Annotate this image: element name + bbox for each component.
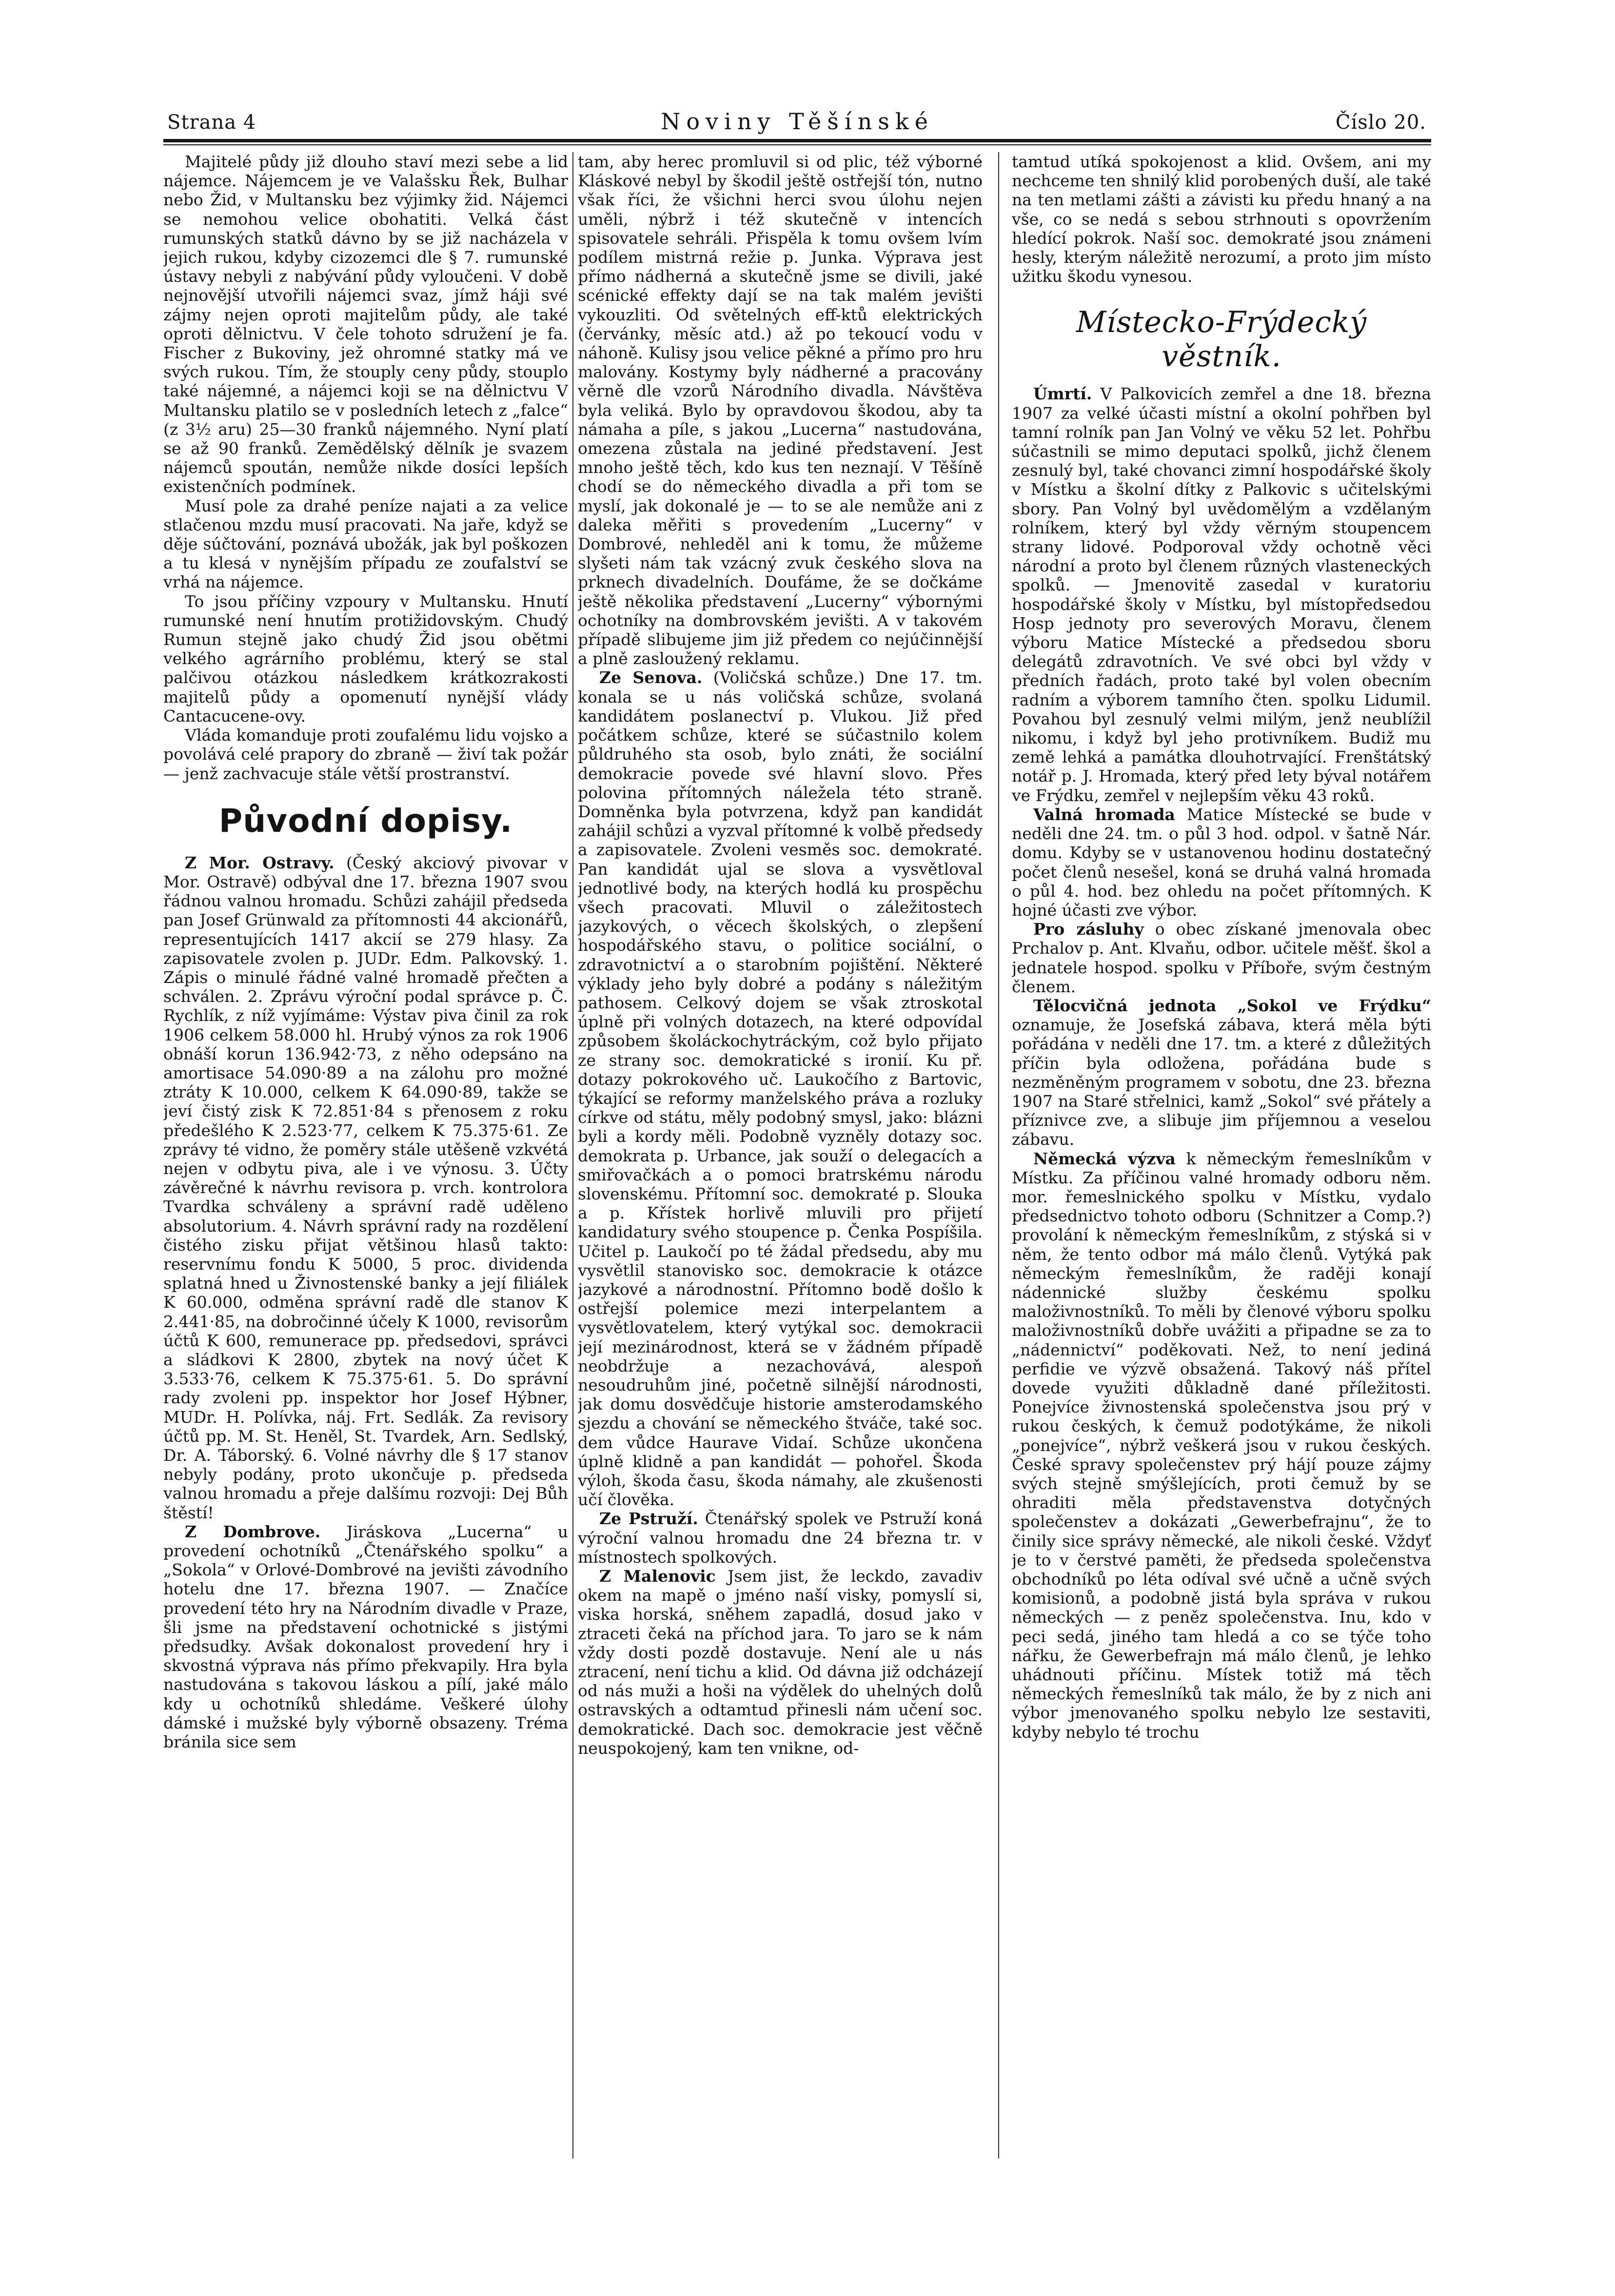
news-item bbox=[163, 853, 568, 1522]
news-item-lead: Valná hromada bbox=[1033, 805, 1175, 824]
page-header bbox=[163, 106, 1431, 138]
news-item bbox=[1012, 996, 1431, 1149]
newspaper-title: Noviny Těšínské bbox=[661, 108, 934, 135]
column-1 bbox=[163, 152, 568, 2161]
news-item-text: oznamuje, že Josefská zábava, která měla býti pořádána v neděli dne 17. tm. a které z důležitých příčin byla odložena, pořádána bude s nezměněným programem v sobotu, dne 23. března 1907 na Staré střelnici, kamž „Sokol“ své přátely a příznivce zve, a slibuje jim příjemnou a veselou zábavu. bbox=[1012, 1015, 1431, 1149]
news-item-text: Jiráskova „Lucerna“ u provedení ochotníků „Čtenářského spolku“ a „Sokola“ v Orlové-Dombrové na jevišti závodního hotelu dne 17. března 1907. — Značíce provedení této hry na Národním divadle v Praze, šli jsme na představení ochotnické s jistými předsudky. Avšak dokonalost provedení hry i skvostná výprava nás přímo překvapily. Hra byla nastudována s takovou láskou a pílí, jaké málo kdy u ochotníků shledáme. Veškeré úlohy dámské i mužské byly výborně obsazeny. Tréma bránila sice sem bbox=[163, 1522, 568, 1752]
column-2 bbox=[578, 152, 983, 2161]
article-paragraph: tamtud utíká spokojenost a klid. Ovšem, ani my nechceme ten shnilý klid porobených duší, ale také na ten metlami zášti a závisti ku předu hnaný a na vše, co se nedá s sebou strhnouti s opovržením hledící pokrok. Naší soc. demokraté jsou známeni hesly, kterým náležitě nerozumí, a proto jim místo užitku škodu vynesou. bbox=[1012, 152, 1431, 286]
header-rule-thin bbox=[163, 144, 1431, 145]
article-paragraph: Vláda komanduje proti zoufalému lidu vojsko a povolává celé prapory do zbraně — živí tak požár — jenž zachvacuje stále větší prostranství. bbox=[163, 726, 568, 783]
news-item bbox=[163, 1522, 568, 1751]
news-item-text: V Palkovicích zemřel a dne 18. března 1907 za velké účasti místní a okolní pohřben byl tamní rolník pan Jan Volný ve věku 52 let. Pohřbu súčastnili se mimo deputaci spolků, jichž členem zesnulý byl, také chovanci zimní hospodářské školy v Místku a školní dítky z Palkovic s učitelskými sbory. Pan Volný byl uvědomělým a vzdělaným rolníkem, který byl vždy věrným stoupencem strany lidové. Podporoval vždy ochotně věci národní a proto byl členem různých vlasteneckých spolků. — Jmenovitě zasedal v kuratoriu hospodářské školy v Místku, byl místopředsedou Hosp jednoty pro severových Moravu, členem výboru Matice Místecké a předsedou sboru delegátů zdravotních. Ve své obci byl vždy v předních řadách, proto také byl volen obecním radním a výborem tamního čten. spolku Lidumil. Povahou byl zesnulý velmi milým, jenž neublížil nikomu, i když byl jeho protivníkem. Budiž mu země lehká a památka dlouhotrvající. Frenštátský notář p. J. Hromada, který před lety býval notářem ve Frýdku, zemřel v nejlepším věku 43 roků. bbox=[1012, 384, 1431, 805]
news-item-lead: Ze Pstruží. bbox=[599, 1509, 698, 1529]
column-divider bbox=[998, 152, 999, 2159]
news-item bbox=[578, 1567, 983, 1758]
news-item bbox=[1012, 1149, 1431, 1742]
news-item-lead: Ze Senova. bbox=[599, 668, 703, 687]
news-item bbox=[1012, 384, 1431, 805]
news-item-lead: Úmrtí. bbox=[1033, 384, 1092, 404]
news-item bbox=[1012, 805, 1431, 920]
section-heading: Místecko-Frýdecký věstník. bbox=[1076, 305, 1367, 374]
news-item-lead: Z Dombrove. bbox=[185, 1522, 321, 1541]
news-item bbox=[578, 668, 983, 1509]
issue-number: Číslo 20. bbox=[1335, 111, 1426, 134]
news-item-text: Čtenářský spolek ve Pstruží koná výroční valnou hromadu dne 24 března tr. v místnostech spolkových. bbox=[578, 1509, 983, 1567]
column-divider bbox=[572, 152, 573, 2159]
news-item-text: Jsem jist, že leckdo, zavadiv okem na mapě o jméno naší visky, pomyslí si, viska horská, sněhem zapadlá, dosud jako v ztraceti čeká na příchod jara. To jaro se k nám vždy dosti pozdě dostavuje. Není ale u nás ztracení, není tichu a klid. Od dávna již odcházejí od nás muži a hoši na výdělek do uhelných dolů ostravských a odtamtud přinesli nám učení soc. demokratické. Dach soc. demokracie jest věčně neuspokojený, kam ten vnikne, od- bbox=[578, 1567, 983, 1758]
article-paragraph: Majitelé půdy již dlouho staví mezi sebe a lid nájemce. Nájemcem je ve Valašsku Řek, Bulhar nebo Žid, v Multansku bez výjimky žid. Nájemci se nemohou velice obohatiti. Velká část rumunských statků dávno by se již nacházela v jejich rukou, kdyby cizozemci dle § 7. rumunské ústavy nebyli z nabývání půdy vyloučeni. V době nejnovější utvořili nájemci svaz, jímž háji své zájmy nejen oproti majitelům půdy, ale také oproti dělnictvu. V čele tohoto sdružení je fa. Fischer z Bukoviny, jež ohromné statky má ve svých rukou. Tím, že stouply ceny půdy, stouplo také nájemné, a nájemci koji se na dělnictvu V Multansku platilo se v posledních letech z „falce“ (z 3½ aru) 25—30 franků nájemného. Nyní platí se až 90 franků. Zemědělský dělník je svazem nájemců spoután, nemůže nikde dosíci lepších existenčních podmínek. bbox=[163, 152, 568, 496]
page-number: Strana 4 bbox=[167, 111, 256, 134]
article-paragraph: To jsou příčiny vzpoury v Multansku. Hnutí rumunské není hnutím protižidovským. Chudý Rumun stejně jako chudý Žid jsou obětmi velkého agrárního problému, který se stal palčivou otázkou následkem krátkozrakosti majitelů půdy a opomenutí nynější vlády Cantacucene-ovy. bbox=[163, 591, 568, 726]
news-item-text: o obec získané jmenovala obec Prchalov p. Ant. Klvaňu, odbor. učitele měšť. škol a jednatele hospod. spolku v Příboře, svým čestným členem. bbox=[1012, 920, 1431, 996]
section-heading: Původní dopisy. bbox=[218, 802, 513, 840]
news-item-text: k německým řemeslníkům v Místku. Za příčinou valné hromady odboru něm. mor. řemeslnického spolku v Místku, vydalo předsednictvo tohoto odboru (Schnitzer a Comp.?) provolání k německým řemeslníkům, z stýská si v něm, že tento odbor má málo členů. Vytýká pak německým řemeslníkům, že raději konají nádennické služby českému spolku maloživnostníků. To měli by členové výboru spolku maloživnostníků dobře uvážiti a připadne se za to „nádennictví“ poděkovati. Než, to není jediná perfidie ve výzvě obsažená. Takový náš přítel dovede využiti důkladně dané příležitosti. Ponejvíce živnostenská společenstva jsou prý v rukou českých, k čemuž podotýkáme, že nikoli „ponejvíce“, nýbrž veškerá jsou v rukou českých. České spravy společenstev prý hájí pouze zájmy svých stejně smýšlejících, proti čemuž by se ohraditi měla představenstva dotyčných společenstev a dokázati „Gewerbefrajnu“, že to činily sice správy německé, ale nikoli české. Vždyť je to v čerstvé paměti, že předseda společenstva obchodníků po léta odíval své učně a učně svých komisionů, a podobně jistá byla správa v rukou německých — z peněz společenstva. Inu, kdo v peci sedá, jiného tam hledá a co se týče toho nářku, že Gewerbefrajn má málo členů, je lehko uhádnouti příčinu. Místek totiž má těch německých řemeslníků tak málo, že by z nich ani výbor jmenovaného spolku nebylo lze sestaviti, kdyby nebylo té trochu bbox=[1012, 1149, 1431, 1742]
news-item-lead: Z Mor. Ostravy. bbox=[185, 853, 335, 872]
article-paragraph: tam, aby herec promluvil si od plic, též výborné Kláskové nebyl by škodil ještě ostřejší tón, nutno však říci, že všichni herci svou úlohu nejen uměli, nýbrž i též skutečně v intencích spisovatele sehráli. Přispěla k tomu ovšem lvím podílem mistrná režie p. Junka. Výprava jest přímo nádherná a skutečně jsme se divili, jaké scénické effekty dají se na tak malém jevišti vykouzliti. Od světelných eff-ktů elektrických (červánky, měsíc atd.) až po tekoucí vodu v náhoně. Kulisy jsou velice pěkné a přímo pro hru malovány. Kostymy byly nádherné a pracovány věrně dle vzorů Národního divadla. Návštěva byla veliká. Bylo by opravdovou škodou, aby ta námaha a píle, s jakou „Lucerna“ nastudována, omezena zůstala na jediné představení. Jest mnoho ještě těch, kdo kus ten neznají. V Těšíně chodí se do německého divadla a při tom se myslí, jak dokonalé je — to se ale nemůže ani z daleka měřiti s provedením „Lucerny“ v Dombrové, nehleděl ani k tomu, že můžeme slyšeti nám tak vzácný zvuk českého slova na prknech divadelních. Doufáme, že se dočkáme ještě několika představení „Lucerny“ výbornými ochotníky na dombrovském jevišti. A v takovém případě slibujeme jim již předem co nejúčinnější a plně zasloužený reklamu. bbox=[578, 152, 983, 668]
news-item-lead: Tělocvičná jednota „Sokol ve Frýdku“ bbox=[1033, 996, 1431, 1015]
article-paragraph: Musí pole za drahé peníze najati a za velice stlačenou mzdu musí pracovati. Na jaře, když se děje súčtování, poznává ubožák, jak byl poškozen a tu klesá v nynějším případu ze zoufalství se vrhá na nájemce. bbox=[163, 496, 568, 592]
news-item-lead: Německá výzva bbox=[1033, 1149, 1176, 1168]
news-item bbox=[578, 1509, 983, 1567]
column-3 bbox=[1012, 152, 1431, 2161]
news-item-text: (Český akciový pivovar v Mor. Ostravě) odbýval dne 17. března 1907 svou řádnou valnou hromadu. Schůzi zahájil předseda pan Josef Grünwald za přítomnosti 44 akcionářů, representujících 1417 akcií se 279 hlasy. Za zapisovatele zvolen p. JUDr. Edm. Palkovský. 1. Zápis o minulé řádné valné hromadě přečten a schválen. 2. Zprávu výroční podal správce p. Č. Rychlík, z níž vyjímáme: Výstav piva činil za rok 1906 celkem 58.000 hl. Hrubý výnos za rok 1906 obnáší korun 136.942·73, z něho odepsáno na amortisace 54.090·89 a na zálohu pro možné ztráty K 10.000, celkem K 64.090·89, takže se jeví čistý zisk K 72.851·84 s přenosem z roku předešlého K 2.523·77, celkem K 75.375·61. Ze zprávy té vidno, že poměry stále utěšeně vzkvétá nejen v odbytu piva, ale i ve výnosu. 3. Účty závěrečné k návrhu revisora p. vrch. kontrolora Tvardka schváleny a správní radě uděleno absolutorium. 4. Návrh správní rady na rozdělení čistého zisku přijat většinou hlasů takto: reservnímu fondu K 5000, 5 proc. dividenda splatná hned u Živnostenské banky a její filiálek K 60.000, odměna správní radě dle stanov K 2.441·85, na dobročinné účely K 1000, revisorům účtů K 600, remunerace pp. předsedovi, správci a sládkovi K 2800, zbytek na nový účet K 3.533·76, celkem K 75.375·61. 5. Do správní rady zvoleni pp. inspektor hor Josef Hýbner, MUDr. H. Polívka, náj. Frt. Sedlák. Za revisory účtů pp. M. St. Heněl, St. Tvardek, Arn. Sedlský, Dr. A. Táborský. 6. Volné návrhy dle § 17 stanov nebyly podány, proto ukončuje p. předseda valnou hromadu a přeje dalšímu rozvoji: Dej Bůh štěstí! bbox=[163, 853, 568, 1522]
news-item-lead: Pro zásluhy bbox=[1033, 920, 1144, 939]
header-rule bbox=[163, 139, 1431, 142]
news-item-lead: Z Malenovic bbox=[599, 1567, 716, 1586]
news-item-text: Matice Místecké se bude v neděli dne 24. tm. o půl 3 hod. odpol. v šatně Nár. domu. Kdyby se v ustanovenou hodinu dostatečný počet členů nesešel, koná se druhá valná hromada o půl 4. hod. bez ohledu na počet přítomných. K hojné účasti zve výbor. bbox=[1012, 805, 1431, 920]
news-item bbox=[1012, 920, 1431, 996]
news-item-text: (Voličská schůze.) Dne 17. tm. konala se u nás voličská schůze, svolaná kandidátem poslanectví p. Vlukou. Již před počátkem schůze, které se súčastnilo kolem půldruhého sta osob, bylo znáti, že sociální demokracie povede své hlavní slovo. Přes polovina přítomných náležela této straně. Domněnka byla potvrzena, když pan kandidát zahájil schůzi a vyzval přítomné k volbě předsedy a zapisovatele. Zvoleni vesměs soc. demokraté. Pan kandidát ujal se slova a vysvětloval jednotlivé body, na kterých hodlá ku prospěchu všech pracovati. Mluvil o záležitostech jazykových, o věcech školských, o zlepšení hospodářského stavu, o politice sociální, o zdravotnictví a o starobním pojištění. Některé výklady jeho byly dobré a podány s náležitým pathosem. Celkový dojem se však ztroskotal úplně při volných dotazech, na které odpovídal způsobem školáckochytráckým, což bylo přijato ze strany soc. demokratické s ironií. Ku př. dotazy pokrokového uč. Laukočího z Bartovic, týkající se reformy manželského práva a rozluky církve od státu, měly podobný smysl, jako: blázni byli a kordy měli. Podobně vyzněly dotazy soc. demokrata p. Urbance, jak souží o delegacích a smiřovačkách a o pomoci bratrskému národu slovenskému. Přítomní soc. demokraté p. Slouka a p. Křístek horlivě mluvili pro přijetí kandidatury svého stoupence p. Čenka Pospíšila. Učitel p. Laukočí po té žádal předsedu, aby mu vysvětlil stanovisko soc. demokracie k otázce jazykové a národnostní. Přítomno bodě došlo k ostřejší polemice mezi interpelantem a vysvětlovatelem, který vytýkal soc. demokracii její mezinárodnost, která se v žádném případě neobdržuje a nezachovává, alespoň nesoudruhům jiné, početně silnější národnosti, jak domu dosvědčuje historie amsterodamského sjezdu a chování se německého štváče, také soc. dem vůdce Haurave Vidaí. Schůze ukončena úplně klidně a pan kandidát — pohořel. Škoda výloh, škoda času, škoda námahy, ale zkušenosti učí člověka. bbox=[578, 668, 983, 1510]
